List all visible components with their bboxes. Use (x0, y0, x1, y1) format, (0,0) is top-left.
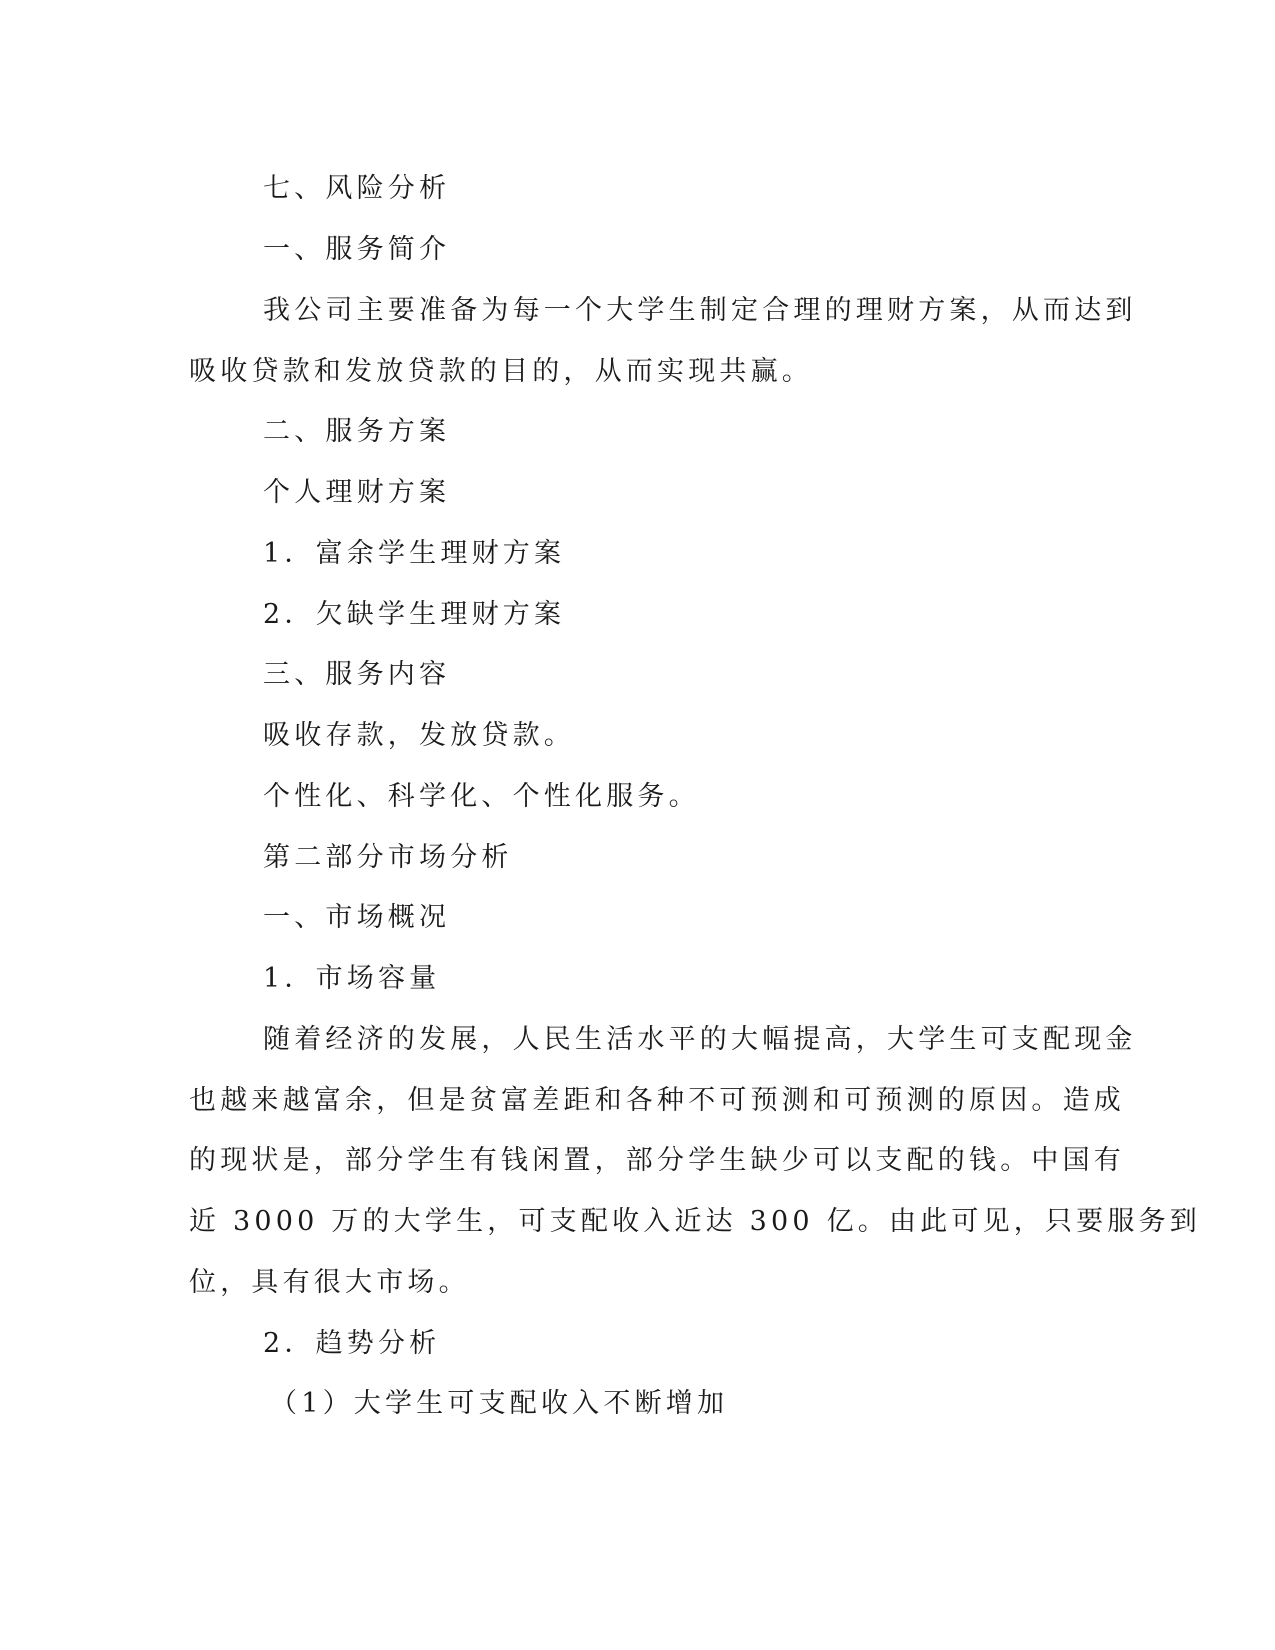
paragraph-line: 近 3000 万的大学生，可支配收入近达 300 亿。由此可见，只要服务到 (189, 1206, 1201, 1237)
paragraph-line: 吸收贷款和发放贷款的目的，从而实现共赢。 (189, 356, 813, 387)
list-item: 2．趋势分析 (263, 1328, 441, 1359)
list-item: 2．欠缺学生理财方案 (263, 599, 566, 630)
heading-service-intro: 一、服务简介 (263, 234, 451, 265)
paragraph-line: 吸收存款，发放贷款。 (263, 720, 575, 751)
paragraph-line: 个性化、科学化、个性化服务。 (263, 781, 700, 812)
heading-service-plan: 二、服务方案 (263, 416, 451, 447)
heading-market-overview: 一、市场概况 (263, 902, 451, 933)
paragraph-line: 的现状是，部分学生有钱闲置，部分学生缺少可以支配的钱。中国有 (189, 1145, 1125, 1176)
heading-part-two: 第二部分市场分析 (263, 842, 513, 873)
heading-service-content: 三、服务内容 (263, 659, 451, 690)
list-item: 1．富余学生理财方案 (263, 538, 566, 569)
list-item: （1）大学生可支配收入不断增加 (270, 1388, 729, 1419)
paragraph-line: 也越来越富余，但是贫富差距和各种不可预测和可预测的原因。造成 (189, 1085, 1125, 1116)
paragraph-line: 我公司主要准备为每一个大学生制定合理的理财方案，从而达到 (263, 295, 1137, 326)
subheading-personal-finance: 个人理财方案 (263, 477, 451, 508)
heading-risk-analysis: 七、风险分析 (263, 173, 451, 204)
list-item: 1．市场容量 (263, 963, 441, 994)
paragraph-line: 随着经济的发展，人民生活水平的大幅提高，大学生可支配现金 (263, 1024, 1137, 1055)
paragraph-line: 位，具有很大市场。 (189, 1267, 470, 1298)
